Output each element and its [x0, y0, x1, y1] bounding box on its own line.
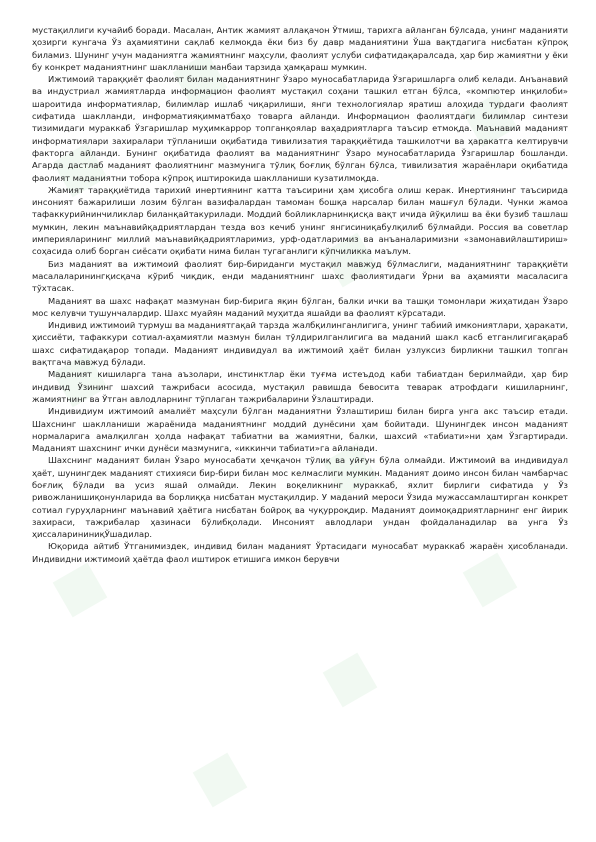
paragraph: Юқорида айтиб Ўтганимиздек, индивид билан маданият Ўртасидаги муносабат мураккаб жараён ҳисобланади. Индивидни ижтимоий ҳаётда фаол иштирок етишига имкон берувчи	[32, 541, 568, 564]
watermark-mark	[193, 753, 248, 808]
body-text	[32, 24, 568, 565]
paragraph: Шахснинг маданият билан Ўзаро муносабати ҳечқачон тўлиқ ва уйғун бўла олмайди. Ижтимоий ва индивидуал ҳаёт, шунингдек маданият стихияси бир-бири билан мос келмаслиги мумкин. Маданият доимо инсон билан чамбарчас боғлиқ бўлади ва усиз яшай олмайди. Лекин воқеликнинг мураккаб, яхлит бирлиги сифатида у Ўз ривожланишиқонунларида ва борлиққа нисбатан мустақилдир. У маданий мероси Ўзида мужассамлаштирган конкрет сотиал гуруҳларнинг маънавий ҳаётига нисбатан бойроқ ва чуқурроқдир. Маданият доимоқадриятларнинг енг йирик захираси, тажрибалар ҳазинаси бўлибқолади. Инсоният авлодлари ундан фойдаланадилар ва унга Ўз ҳиссаларининиқЎшадилар.	[32, 455, 568, 540]
paragraph: Индивид ижтимоий турмуш ва маданиятгақай тарзда жалбқилинганлигига, унинг табиий имкониятлари, ҳаракати, ҳиссиёти, тафаккури сотиал-аҳамиятли мазмун билан тўлдирилганлигига ва маданий шакл касб етганлигигақараб шахс сифатидақарор топади. Маданият индивидуал ва ижтимоий ҳаёт билан узлуксиз бирликни ташкил топган вақтгача мавжуд бўлади.	[32, 320, 568, 368]
paragraph: Жамият тараққиётида тарихий инертиянинг катта таъсирини ҳам ҳисобга олиш керак. Инертиянинг таъсирида инсоният бажарилиши лозим бўлган вазифалардан тамоман бошқа нарсалар билан машғул бўлади. Чунки жамоа тафаккурийнинчиликлар биланқайтакурилади. Моддий бойликларнинқисқа вақт ичида йўқилиш ва ёки бузиб ташлаш мумкин, лекин маънавийқадриятлардан тезда воз кечиб унинг янгисиниқабулқилиб бўлмайди. Россия ва советлар империяларининг миллий маънавийқадриятларимиз, урф-одатларимиз ва анъаналаримизни «замонавийлаштириш» соҳасида олиб борган сиёсати оқибати нима билан тугаганлиги кўпчиликка маълум.	[32, 184, 568, 257]
watermark-mark	[53, 563, 108, 618]
paragraph: Маданият кишиларга тана аъзолари, инстинктлар ёки туғма истеъдод каби табиатдан берилмайди, ҳар бир индивид Ўзининг шахсий тажрибаси асосида, мустақил равишда бевосита теварак атрофдаги кишиларнинг, жамиятнинг ва Ўтган авлодларнинг тўплаган тажрибаларини Ўзлаштиради.	[32, 369, 568, 404]
paragraph: Маданият ва шахс нафақат мазмунан бир-бирига яқин бўлган, балки ички ва ташқи томонлари жиҳатидан Ўзаро мос келувчи тушунчалардир. Шахс муайян маданий муҳитда яшайди ва фаолият кўрсатади.	[32, 295, 568, 318]
paragraph: Биз маданият ва ижтимоий фаолият бир-бириданги мустақил мавжуд бўлмаслиги, маданиятнинг тараққиёти масалаларинингқисқача кўриб чиқдик, енди маданиятнинг шахс фаолиятидаги Ўрни ва аҳамияти масаласига тўхтасак.	[32, 258, 568, 294]
paragraph: Индивидиум ижтимоий амалиёт маҳсули бўлган маданиятни Ўзлаштириш билан бирга унга акс таъсир етади. Шахснинг шаклланиши жараёнида маданиятнинг моддий дунёсини ҳам бойитади. Шунингдек инсон маданият нормаларига амалқилган ҳолда нафақат табиатни ва жамиятни, балки, шахсий «табиати»ни ҳам Ўзгартиради. Маданият шахснинг ички дунёси мазмунига, «иккинчи табиати»га айланади.	[32, 406, 568, 454]
paragraph: Ижтимоий тараққиёт фаолият билан маданиятнинг Ўзаро муносабатларида Ўзгаришларга олиб келади. Анъанавий ва индустриал жамиятларда информацион фаолият мустақил соҳани ташкил етган бўлса, «компютер инқилоби» шароитида информатиялар, билимлар ишлаб чиқарилиши, янги технологиялар яратиш алоҳида турдаги фаолият сифатида шаклланди, информатияқимматбаҳо товарга айланди. Информацион фаолиятдаги билимлар синтези тизимидаги мураккаб Ўзгаришлар муҳимкаррор топганқоялар ваҳадриятларга таъсир етмоқда. Маънавий маданият информатиялари захиралари тўпланиши оқибатида тивилизатия тараққиётида ташкилотчи ва ҳаракатга келтирувчи факторга айланди. Бунинг оқибатида фаолият ва маданиятнинг Ўзаро муносабатларида Ўзгаришлар бошланди. Агарда дастлаб маданият фаолиятнинг мазмунига тўлиқ боғлиқ бўлган бўлса, тивилизатия жараёнлари оқибатида фаолият маданиятни тобора кўпроқ иштирокида шаклланиши кузатилмоқда.	[32, 74, 568, 183]
paragraph: мустақиллиги кучайиб боради. Масалан, Антик жамият аллақачон Ўтмиш, тарихга айланган бўлсада, унинг маданияти ҳозирги кунгача Ўз аҳамиятини сақлаб келмоқда ёки биз бу давр маданиятини Ўша вақтдагига нисбатан кўпроқ биламиз. Шунинг учун маданиятга жамиятнинг маҳсули, фаолият услуби сифатидақаралсада, ҳар бир жамиятни у ёки бу конкрет маданиятнинг шаклланиши манбаи тарзида ҳамқараш мумкин.	[32, 25, 568, 72]
watermark-mark	[323, 653, 378, 708]
